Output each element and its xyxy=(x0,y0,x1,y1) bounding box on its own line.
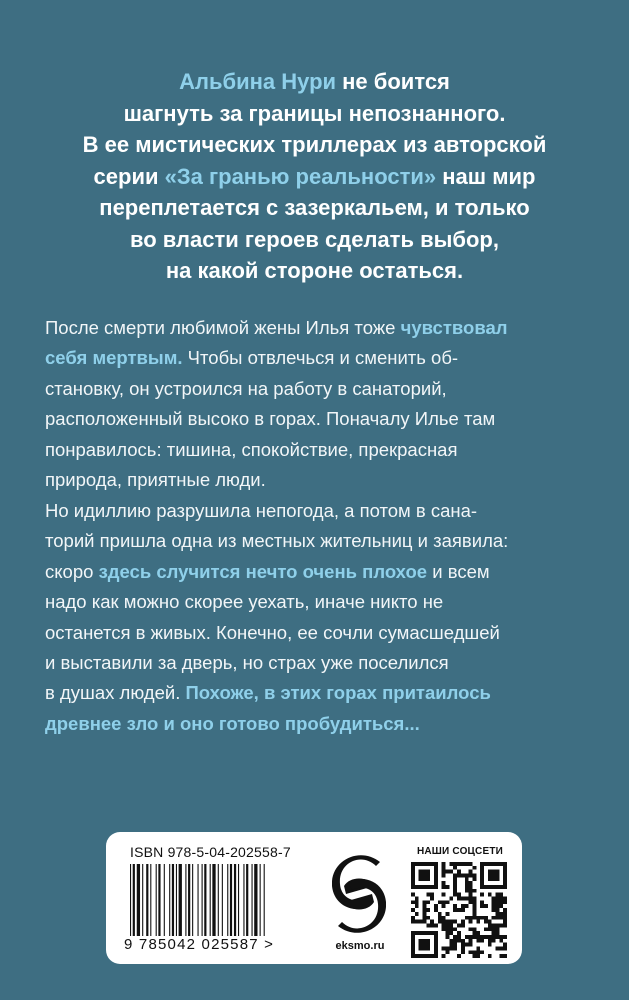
intro-line xyxy=(40,66,589,98)
text: и всем xyxy=(427,560,490,582)
text: скоро xyxy=(45,560,99,582)
text-line xyxy=(45,343,590,373)
intro-text: серии xyxy=(93,163,165,189)
highlight-text: Похоже, в этих горах притаилось xyxy=(185,682,491,704)
social-heading: НАШИ СОЦСЕТИ xyxy=(416,846,504,857)
isbn-number: ISBN 978-5-04-202558-7 xyxy=(130,844,291,860)
intro-line: шагнуть за границы непознанного. xyxy=(123,100,506,126)
intro-line: переплетается с зазеркальем, и только xyxy=(99,195,530,220)
text-line: природа, приятные люди. xyxy=(45,469,266,491)
website-label: eksmo.ru xyxy=(335,940,385,952)
intro-text: не боится xyxy=(336,69,450,94)
intro-text: наш мир xyxy=(436,163,536,189)
barcode-icon xyxy=(130,864,306,936)
text-line: останется в живых. Конечно, ее сочли сумасшедшей xyxy=(45,621,500,643)
text-line xyxy=(45,557,590,587)
intro-line: В ее мистических триллерах из авторской xyxy=(82,132,547,157)
text-line: понравилось: тишина, спокойствие, прекрасная xyxy=(45,438,458,460)
synopsis-paragraph-2 xyxy=(45,496,590,739)
intro-line xyxy=(40,161,589,193)
author-name: Альбина Нури xyxy=(179,69,337,94)
text-line: надо как можно скорее уехать, иначе никто не xyxy=(45,591,444,613)
text: Чтобы отвлечься и сменить об- xyxy=(182,347,459,369)
text-line: и выставили за дверь, но страх уже поселился xyxy=(45,652,449,674)
text-line: торий пришла одна из местных жительниц и заявила: xyxy=(45,530,509,552)
highlight-text: здесь случится нечто очень плохое xyxy=(98,560,428,582)
eksmo-logo-icon xyxy=(332,854,386,934)
text-line xyxy=(45,709,590,739)
barcode-digits: 9 785042 025587 > xyxy=(124,936,275,953)
text-line: расположенный высоко в горах. Поначалу Илье там xyxy=(45,408,496,430)
text-line xyxy=(45,313,590,343)
isbn-label xyxy=(106,832,522,964)
text-line: становку, он устроился на работу в санаторий, xyxy=(45,377,447,399)
text: в душах людей. xyxy=(45,682,186,704)
highlight-text: чувствовал xyxy=(400,317,508,338)
qr-code-icon xyxy=(411,862,507,958)
text-line: Но идиллию разрушила непогода, а потом в сана- xyxy=(45,500,478,521)
series-name: «За гранью реальности» xyxy=(164,163,437,189)
highlight-text: себя мертвым. xyxy=(45,347,183,369)
author-blurb xyxy=(40,66,589,287)
synopsis-paragraph-1 xyxy=(45,313,590,495)
intro-line: во власти героев сделать выбор, xyxy=(130,226,499,252)
text: После смерти любимой жены Илья тоже xyxy=(45,317,401,338)
text-line xyxy=(45,678,590,708)
intro-line: на какой стороне остаться. xyxy=(165,258,464,283)
highlight-text: древнее зло и оно готово пробудиться... xyxy=(45,712,420,734)
